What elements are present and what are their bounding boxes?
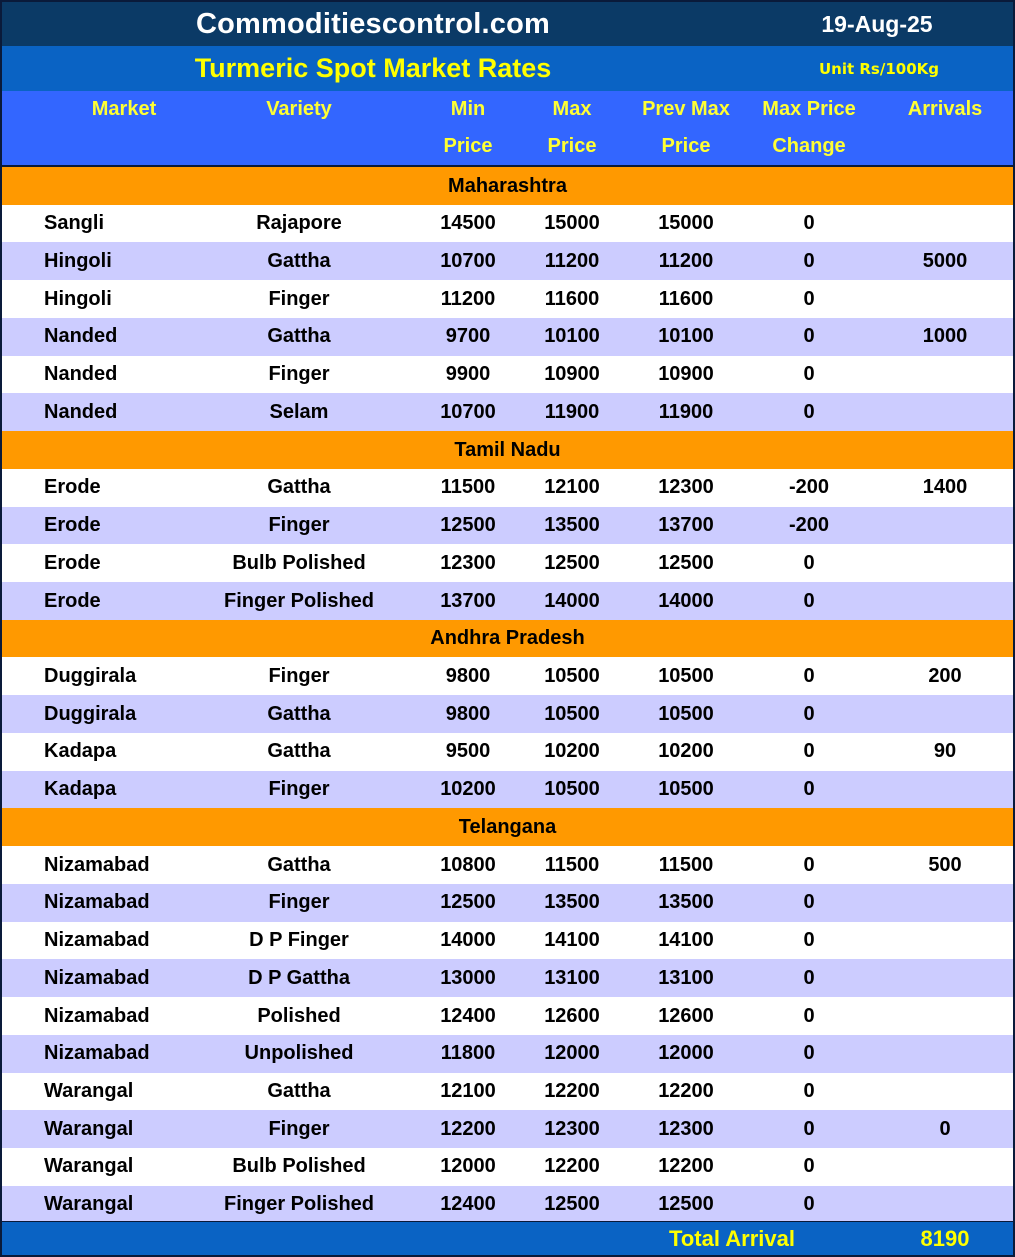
column-header-label: Max Price: [762, 98, 856, 120]
table-row: [2, 507, 1013, 545]
column-header-label: Arrivals: [907, 98, 983, 120]
arrivals-cell: [886, 205, 1004, 243]
max-price-change-cell: 0: [803, 1117, 815, 1140]
arrivals-cell: 1400: [922, 476, 968, 499]
prev-max-price-cell: 15000: [658, 212, 714, 235]
max-price-change-cell: 0: [803, 702, 815, 725]
table-row: [2, 1073, 1013, 1111]
arrivals-cell: [886, 695, 1004, 733]
column-header-max-price: [522, 91, 622, 165]
table-row: [2, 280, 1013, 318]
variety-cell: Finger: [268, 778, 330, 801]
min-price-cell: 14500: [440, 212, 496, 235]
variety-cell: Selam: [269, 400, 329, 423]
variety-cell: D P Finger: [249, 929, 349, 952]
variety-cell: Finger Polished: [223, 589, 375, 612]
min-price-cell: 13700: [440, 589, 496, 612]
unit-label: Unit Rs/100Kg: [818, 59, 940, 78]
max-price-cell: 11900: [544, 400, 600, 423]
arrivals-cell: [886, 393, 1004, 431]
arrivals-cell: [886, 959, 1004, 997]
prev-max-price-cell: 13500: [658, 891, 714, 914]
max-price-cell: 14100: [544, 929, 600, 952]
max-price-cell: 10200: [544, 740, 600, 763]
min-price-cell: 13000: [440, 966, 496, 989]
table-row: [2, 1035, 1013, 1073]
min-price-cell: 11800: [440, 1042, 496, 1065]
max-price-cell: 12000: [544, 1042, 600, 1065]
report-date: 19-Aug-25: [821, 10, 933, 37]
table-row: [2, 1110, 1013, 1148]
max-price-cell: 11600: [544, 287, 600, 310]
min-price-cell: 12400: [440, 1193, 496, 1216]
min-price-cell: 12300: [440, 551, 496, 574]
market-cell: Warangal: [44, 1193, 134, 1216]
column-header-label: Variety: [266, 98, 332, 120]
min-price-cell: 10700: [440, 249, 496, 272]
variety-cell: Gattha: [267, 702, 331, 725]
max-price-change-cell: 0: [803, 891, 815, 914]
max-price-change-cell: 0: [803, 778, 815, 801]
market-cell: Nizamabad: [44, 1042, 150, 1065]
prev-max-price-cell: 10900: [658, 363, 714, 386]
arrivals-cell: 5000: [922, 249, 968, 272]
column-header-label: Price: [547, 135, 597, 157]
section-header-row: [2, 167, 1013, 205]
report-title: Turmeric Spot Market Rates: [194, 53, 552, 83]
variety-cell: Finger: [268, 664, 330, 687]
arrivals-cell: [886, 280, 1004, 318]
variety-cell: Bulb Polished: [232, 551, 366, 574]
column-header-label: Change: [772, 135, 846, 157]
max-price-cell: 12200: [544, 1155, 600, 1178]
prev-max-price-cell: 12200: [658, 1155, 714, 1178]
arrivals-cell: [886, 771, 1004, 809]
column-header-label: Min: [450, 98, 486, 120]
variety-cell: Finger: [268, 1117, 330, 1140]
column-header-prev-max-price: [627, 91, 745, 165]
max-price-cell: 12500: [544, 1193, 600, 1216]
variety-cell: Bulb Polished: [232, 1155, 366, 1178]
variety-cell: Finger: [268, 287, 330, 310]
table-row: [2, 1186, 1013, 1224]
variety-cell: Gattha: [267, 1080, 331, 1103]
arrivals-cell: [886, 356, 1004, 394]
max-price-change-cell: 0: [803, 363, 815, 386]
arrivals-cell: 0: [939, 1117, 951, 1140]
market-cell: Erode: [44, 514, 101, 537]
table-row: [2, 771, 1013, 809]
max-price-change-cell: 0: [803, 1042, 815, 1065]
column-header-min-price: [418, 91, 518, 165]
arrivals-cell: 200: [928, 664, 962, 687]
max-price-cell: 10900: [544, 363, 600, 386]
prev-max-price-cell: 11600: [658, 287, 714, 310]
prev-max-price-cell: 13100: [658, 966, 714, 989]
table-row: [2, 846, 1013, 884]
market-cell: Nanded: [44, 325, 118, 348]
min-price-cell: 11200: [440, 287, 496, 310]
min-price-cell: 9700: [445, 325, 491, 348]
min-price-cell: 9900: [445, 363, 491, 386]
market-cell: Kadapa: [44, 778, 117, 801]
variety-cell: Gattha: [267, 740, 331, 763]
min-price-cell: 10800: [440, 853, 496, 876]
arrivals-cell: [886, 1148, 1004, 1186]
section-header-row: [2, 431, 1013, 469]
column-header-row: [2, 91, 1013, 167]
variety-cell: Rajapore: [256, 212, 342, 235]
total-arrival-row: [2, 1221, 1013, 1256]
table-row: [2, 544, 1013, 582]
max-price-cell: 12300: [544, 1117, 600, 1140]
table-row: [2, 242, 1013, 280]
market-cell: Nizamabad: [44, 891, 150, 914]
site-title: Commoditiescontrol.com: [195, 7, 551, 40]
variety-cell: D P Gattha: [248, 966, 350, 989]
min-price-cell: 10200: [440, 778, 496, 801]
table-row: [2, 582, 1013, 620]
max-price-change-cell: 0: [803, 664, 815, 687]
min-price-cell: 12500: [440, 891, 496, 914]
arrivals-cell: 1000: [922, 325, 968, 348]
max-price-change-cell: 0: [803, 1080, 815, 1103]
min-price-cell: 14000: [440, 929, 496, 952]
table-row: [2, 733, 1013, 771]
max-price-cell: 15000: [544, 212, 600, 235]
prev-max-price-cell: 12500: [658, 1193, 714, 1216]
variety-cell: Unpolished: [244, 1042, 354, 1065]
table-row: [2, 657, 1013, 695]
column-header-variety: [200, 91, 398, 165]
section-header-row: [2, 808, 1013, 846]
min-price-cell: 9800: [445, 664, 491, 687]
arrivals-cell: [886, 922, 1004, 960]
prev-max-price-cell: 10500: [658, 778, 714, 801]
table-row: [2, 318, 1013, 356]
max-price-cell: 12500: [544, 551, 600, 574]
max-price-change-cell: -200: [788, 514, 830, 537]
max-price-cell: 11500: [544, 853, 600, 876]
table-row: [2, 205, 1013, 243]
min-price-cell: 12400: [440, 1004, 496, 1027]
market-cell: Nizamabad: [44, 853, 150, 876]
variety-cell: Polished: [257, 1004, 341, 1027]
market-cell: Warangal: [44, 1117, 134, 1140]
market-cell: Duggirala: [44, 702, 137, 725]
section-name: Maharashtra: [448, 174, 567, 197]
min-price-cell: 11500: [440, 476, 496, 499]
min-price-cell: 9800: [445, 702, 491, 725]
table-row: [2, 469, 1013, 507]
market-cell: Sangli: [44, 212, 105, 235]
prev-max-price-cell: 10100: [658, 325, 714, 348]
prev-max-price-cell: 11900: [658, 400, 714, 423]
market-cell: Duggirala: [44, 664, 137, 687]
prev-max-price-cell: 10500: [658, 664, 714, 687]
max-price-cell: 10100: [544, 325, 600, 348]
max-price-change-cell: 0: [803, 325, 815, 348]
variety-cell: Finger Polished: [223, 1193, 375, 1216]
table-row: [2, 884, 1013, 922]
market-cell: Erode: [44, 551, 101, 574]
max-price-cell: 12600: [544, 1004, 600, 1027]
arrivals-cell: [886, 582, 1004, 620]
min-price-cell: 12100: [440, 1080, 496, 1103]
prev-max-price-cell: 12500: [658, 551, 714, 574]
max-price-cell: 10500: [544, 778, 600, 801]
max-price-change-cell: 0: [803, 400, 815, 423]
arrivals-cell: [886, 997, 1004, 1035]
arrivals-cell: [886, 544, 1004, 582]
market-cell: Nanded: [44, 400, 118, 423]
market-cell: Erode: [44, 589, 101, 612]
max-price-change-cell: 0: [803, 740, 815, 763]
section-name: Andhra Pradesh: [430, 627, 585, 650]
column-header-label: Price: [443, 135, 493, 157]
prev-max-price-cell: 13700: [658, 514, 714, 537]
arrivals-cell: [886, 1035, 1004, 1073]
section-name: Telangana: [458, 815, 557, 838]
arrivals-cell: [886, 1186, 1004, 1224]
market-cell: Warangal: [44, 1155, 134, 1178]
max-price-change-cell: -200: [788, 476, 830, 499]
min-price-cell: 12200: [440, 1117, 496, 1140]
table-row: [2, 997, 1013, 1035]
column-header-label: Price: [661, 135, 711, 157]
market-cell: Warangal: [44, 1080, 134, 1103]
market-cell: Erode: [44, 476, 101, 499]
table-row: [2, 393, 1013, 431]
variety-cell: Gattha: [267, 853, 331, 876]
arrivals-cell: [886, 884, 1004, 922]
variety-cell: Finger: [268, 363, 330, 386]
max-price-change-cell: 0: [803, 1004, 815, 1027]
max-price-change-cell: 0: [803, 966, 815, 989]
total-arrival-value: 8190: [920, 1226, 970, 1251]
arrivals-cell: 90: [933, 740, 957, 763]
market-cell: Hingoli: [44, 287, 112, 310]
variety-cell: Gattha: [267, 249, 331, 272]
max-price-change-cell: 0: [803, 212, 815, 235]
max-price-cell: 14000: [544, 589, 600, 612]
max-price-cell: 13500: [544, 891, 600, 914]
column-header-max-price-change: [750, 91, 868, 165]
variety-cell: Finger: [268, 891, 330, 914]
table-row: [2, 356, 1013, 394]
column-header-label: Prev Max: [642, 98, 730, 120]
section-name: Tamil Nadu: [454, 438, 561, 461]
column-header-market: [44, 91, 204, 165]
prev-max-price-cell: 12300: [658, 476, 714, 499]
market-cell: Nizamabad: [44, 966, 150, 989]
max-price-change-cell: 0: [803, 551, 815, 574]
prev-max-price-cell: 11200: [658, 249, 714, 272]
max-price-change-cell: 0: [803, 1193, 815, 1216]
variety-cell: Gattha: [267, 476, 331, 499]
table-row: [2, 695, 1013, 733]
min-price-cell: 12000: [440, 1155, 496, 1178]
variety-cell: Finger: [268, 514, 330, 537]
prev-max-price-cell: 12600: [658, 1004, 714, 1027]
prev-max-price-cell: 11500: [658, 853, 714, 876]
section-header-row: [2, 620, 1013, 658]
prev-max-price-cell: 10200: [658, 740, 714, 763]
report-title-bar: [2, 46, 1013, 91]
arrivals-cell: [886, 507, 1004, 545]
prev-max-price-cell: 12000: [658, 1042, 714, 1065]
max-price-change-cell: 0: [803, 1155, 815, 1178]
prev-max-price-cell: 14000: [658, 589, 714, 612]
max-price-cell: 13100: [544, 966, 600, 989]
prev-max-price-cell: 12200: [658, 1080, 714, 1103]
column-header-label: Max: [552, 98, 592, 120]
max-price-cell: 13500: [544, 514, 600, 537]
max-price-change-cell: 0: [803, 589, 815, 612]
max-price-change-cell: 0: [803, 249, 815, 272]
max-price-change-cell: 0: [803, 853, 815, 876]
variety-cell: Gattha: [267, 325, 331, 348]
market-cell: Hingoli: [44, 249, 112, 272]
min-price-cell: 9500: [445, 740, 491, 763]
table-row: [2, 1148, 1013, 1186]
column-header-arrivals: [886, 91, 1004, 165]
max-price-change-cell: 0: [803, 929, 815, 952]
prev-max-price-cell: 12300: [658, 1117, 714, 1140]
column-header-label: Market: [91, 98, 157, 120]
total-arrival-label: Total Arrival: [669, 1226, 795, 1251]
table-row: [2, 959, 1013, 997]
arrivals-cell: [886, 1073, 1004, 1111]
site-header: [2, 2, 1013, 46]
min-price-cell: 10700: [440, 400, 496, 423]
max-price-cell: 12100: [544, 476, 600, 499]
max-price-cell: 12200: [544, 1080, 600, 1103]
max-price-cell: 11200: [544, 249, 600, 272]
market-cell: Nizamabad: [44, 929, 150, 952]
market-cell: Nanded: [44, 363, 118, 386]
market-cell: Nizamabad: [44, 1004, 150, 1027]
market-cell: Kadapa: [44, 740, 117, 763]
prev-max-price-cell: 14100: [658, 929, 714, 952]
max-price-cell: 10500: [544, 664, 600, 687]
arrivals-cell: 500: [928, 853, 962, 876]
max-price-change-cell: 0: [803, 287, 815, 310]
max-price-cell: 10500: [544, 702, 600, 725]
prev-max-price-cell: 10500: [658, 702, 714, 725]
min-price-cell: 12500: [440, 514, 496, 537]
table-row: [2, 922, 1013, 960]
